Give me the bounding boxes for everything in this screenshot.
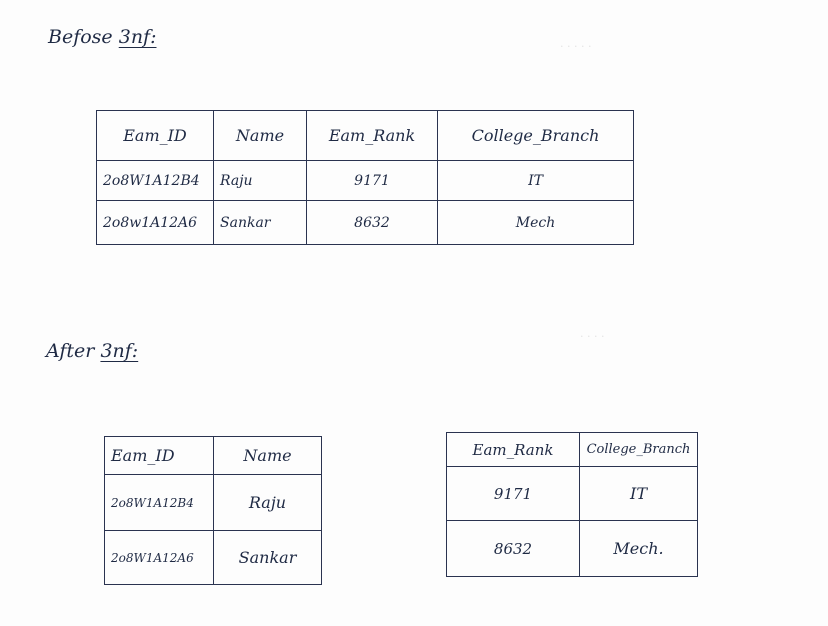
bleed-through-mark: · · · · ·: [560, 40, 592, 53]
table-header-row: [97, 111, 634, 161]
bleed-through-mark: · · · ·: [580, 330, 605, 343]
table-cell: 2o8w1A12A6: [97, 201, 214, 245]
table-cell: 2o8W1A12A6: [105, 531, 214, 585]
table-cell: 8632: [307, 201, 438, 245]
table-cell: Raju: [214, 161, 307, 201]
before-heading: [48, 26, 157, 48]
table-cell: IT: [438, 161, 634, 201]
after-heading-3nf: 3nf:: [100, 340, 139, 362]
after-table-rank-branch: [446, 432, 698, 577]
table-cell: Sankar: [214, 531, 322, 585]
table-cell: 8632: [447, 521, 580, 577]
table-cell: 2o8W1A12B4: [97, 161, 214, 201]
column-header: Eam_Rank: [307, 111, 438, 161]
column-header: Name: [214, 111, 307, 161]
table-row: [97, 201, 634, 245]
table-row: [447, 467, 698, 521]
table-cell: 2o8W1A12B4: [105, 475, 214, 531]
after-heading: [46, 340, 138, 362]
before-heading-3nf: 3nf:: [118, 26, 157, 48]
after-heading-prefix: After: [46, 340, 95, 362]
table-cell: Raju: [214, 475, 322, 531]
table-cell: Sankar: [214, 201, 307, 245]
table-row: [105, 531, 322, 585]
table-row: [447, 521, 698, 577]
column-header: College_Branch: [580, 433, 698, 467]
table-cell: 9171: [447, 467, 580, 521]
table-header-row: [105, 437, 322, 475]
column-header: Name: [214, 437, 322, 475]
column-header: Eam_ID: [105, 437, 214, 475]
table-cell: IT: [580, 467, 698, 521]
column-header: College_Branch: [438, 111, 634, 161]
before-table: [96, 110, 634, 245]
before-heading-prefix: Befose: [48, 26, 113, 48]
column-header: Eam_ID: [97, 111, 214, 161]
table-cell: Mech: [438, 201, 634, 245]
column-header: Eam_Rank: [447, 433, 580, 467]
table-row: [105, 475, 322, 531]
table-cell: 9171: [307, 161, 438, 201]
table-header-row: [447, 433, 698, 467]
table-row: [97, 161, 634, 201]
table-cell: Mech.: [580, 521, 698, 577]
after-table-id-name: [104, 436, 322, 585]
